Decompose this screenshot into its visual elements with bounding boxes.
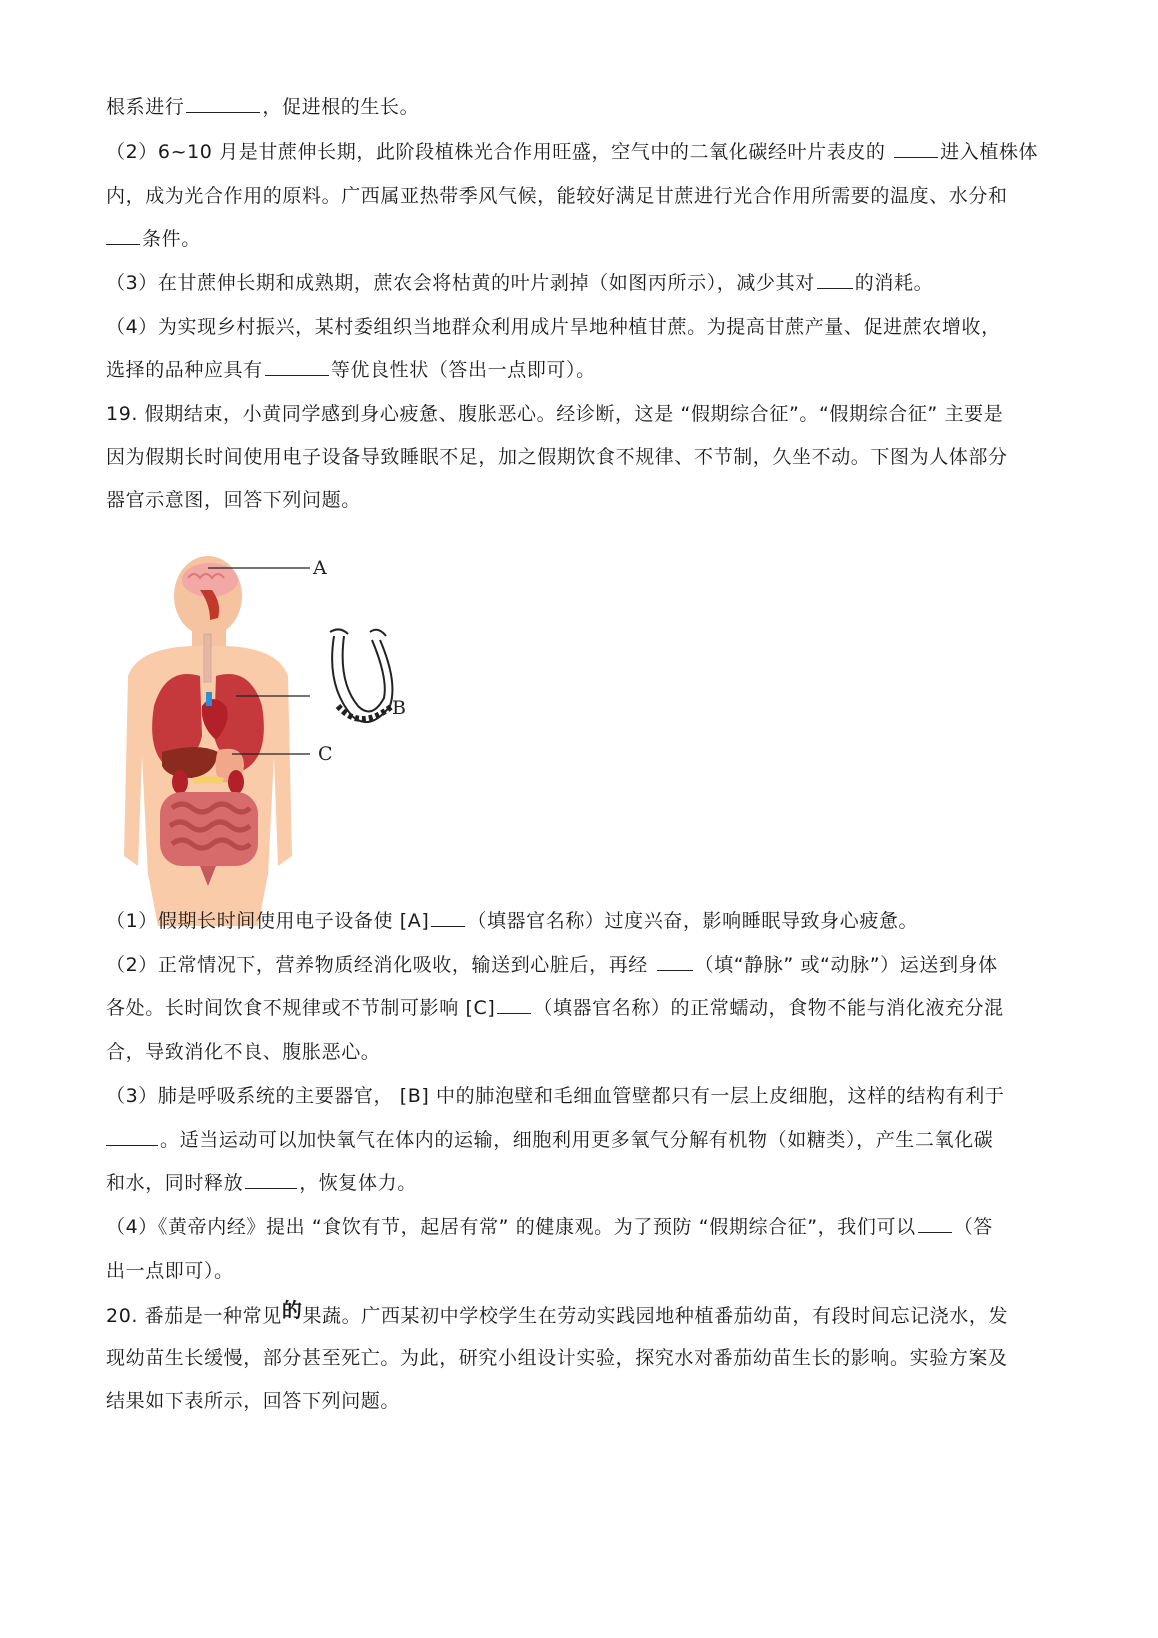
q20-line2 — [106, 1345, 1008, 1371]
text: 选择的品种应具有 — [106, 359, 263, 381]
answer-blank[interactable] — [918, 1214, 952, 1233]
q19-sub4-line1 — [106, 1214, 993, 1240]
text: ，促进根的生长。 — [262, 96, 420, 118]
label-c: C — [318, 743, 333, 765]
text: 内，成为光合作用的原料。广西属亚热带季风气候，能较好满足甘蔗进行光合作用所需要的温度、水分和 — [106, 185, 1008, 207]
q19-sub3-line3 — [106, 1170, 417, 1196]
text: （填器官名称）的正常蠕动，食物不能与消化液充分混 — [533, 997, 1004, 1019]
text: 果蔬。广西某初中学校学生在劳动实践园地种植番茄幼苗，有段时间忘记浇水，发 — [302, 1305, 1009, 1327]
q19-sub2-line1 — [106, 952, 998, 978]
q20-line3 — [106, 1388, 400, 1414]
text: 现幼苗生长缓慢，部分甚至死亡。为此，研究小组设计实验，探究水对番茄幼苗生长的影响。实验方案及 — [106, 1347, 1008, 1369]
q18-line-root — [106, 94, 419, 120]
q18-part2-line3 — [106, 226, 201, 252]
text: （1）假期长时间使用电子设备使 [A] — [106, 910, 430, 932]
q18-part2-line2 — [106, 183, 1008, 209]
text: 结果如下表所示，回答下列问题。 — [106, 1390, 401, 1412]
text: （4）《黄帝内经》提出 “食饮有节，起居有常” 的健康观。为了预防 “假期综合征”，我们可以 — [106, 1216, 916, 1238]
human-organs-diagram — [108, 556, 438, 936]
text: 的消耗。 — [854, 272, 934, 294]
q19-sub4-line2 — [106, 1258, 234, 1284]
text: 等优良性状（答出一点即可）。 — [330, 359, 596, 381]
q19-intro-line3 — [106, 487, 361, 513]
pancreas — [192, 776, 224, 784]
q19-intro-line1 — [106, 401, 1003, 427]
answer-blank[interactable] — [186, 94, 260, 113]
text: 条件。 — [142, 228, 201, 250]
q19-sub3-line2 — [106, 1127, 993, 1153]
q19-sub3-line1 — [106, 1083, 1004, 1109]
text: （填器官名称）过度兴奋，影响睡眠导致身心疲惫。 — [467, 910, 919, 932]
human-organs-figure — [108, 556, 438, 936]
text: （填“静脉” 或“动脉”）运送到身体 — [694, 954, 998, 976]
text: 。适当运动可以加快氧气在体内的运输，细胞利用更多氧气分解有机物（如糖类），产生二氧化碳 — [160, 1129, 994, 1151]
alveoli-inset — [330, 629, 392, 722]
text: （3）在甘蔗伸长期和成熟期，蔗农会将枯黄的叶片剥掉（如图丙所示），减少其对 — [106, 272, 815, 294]
text: 20. 番茄是一种常见 — [106, 1305, 282, 1327]
answer-blank[interactable] — [265, 357, 329, 376]
q20-line1 — [106, 1298, 1009, 1329]
q19-sub2-line3 — [106, 1039, 380, 1065]
text: （2）6~10 月是甘蔗伸长期，此阶段植株光合作用旺盛，空气中的二氧化碳经叶片表皮的 — [106, 141, 886, 163]
q19-sub2-line2 — [106, 995, 1004, 1021]
answer-blank[interactable] — [657, 952, 693, 971]
answer-blank[interactable] — [106, 1127, 158, 1146]
text: 的 — [281, 1298, 303, 1322]
text: 因为假期长时间使用电子设备导致睡眠不足，加之假期饮食不规律、不节制，久坐不动。下图为人体部分 — [106, 446, 1008, 468]
text: 19. 假期结束，小黄同学感到身心疲惫、腹胀恶心。经诊断，这是 “假期综合征”。“假期综合征” 主要是 — [106, 403, 1004, 425]
answer-blank[interactable] — [106, 226, 140, 245]
answer-blank[interactable] — [497, 995, 531, 1014]
text: 合，导致消化不良、腹胀恶心。 — [106, 1041, 381, 1063]
text: （3）肺是呼吸系统的主要器官， [B] 中的肺泡壁和毛细血管壁都只有一层上皮细胞，这样的结构有利于 — [106, 1085, 1005, 1107]
label-b: B — [392, 697, 406, 719]
text: ，恢复体力。 — [299, 1172, 417, 1194]
text: （4）为实现乡村振兴，某村委组织当地群众利用成片旱地种植甘蔗。为提高甘蔗产量、促进蔗农增收， — [106, 316, 1001, 338]
text: （答 — [953, 1216, 993, 1238]
q18-part4-line1 — [106, 314, 1001, 340]
text: 出一点即可）。 — [106, 1260, 234, 1282]
answer-blank[interactable] — [245, 1170, 297, 1189]
answer-blank[interactable] — [894, 139, 938, 158]
q19-sub1 — [106, 908, 918, 934]
q19-intro-line2 — [106, 444, 1008, 470]
kidney-left — [172, 770, 188, 794]
answer-blank[interactable] — [431, 908, 465, 927]
kidney-right — [228, 770, 244, 794]
text: 根系进行 — [106, 96, 185, 118]
text: 各处。长时间饮食不规律或不节制可影响 [C] — [106, 997, 496, 1019]
answer-blank[interactable] — [817, 270, 853, 289]
text: 和水，同时释放 — [106, 1172, 244, 1194]
trachea — [204, 634, 211, 682]
q18-part3 — [106, 270, 933, 296]
text: （2）正常情况下，营养物质经消化吸收，输送到心脏后，再经 — [106, 954, 648, 976]
label-a: A — [313, 557, 327, 579]
q18-part4-line2 — [106, 357, 596, 383]
text: 进入植株体 — [940, 141, 1039, 163]
text: 器官示意图，回答下列问题。 — [106, 489, 361, 511]
q18-part2-line1 — [106, 139, 1038, 165]
